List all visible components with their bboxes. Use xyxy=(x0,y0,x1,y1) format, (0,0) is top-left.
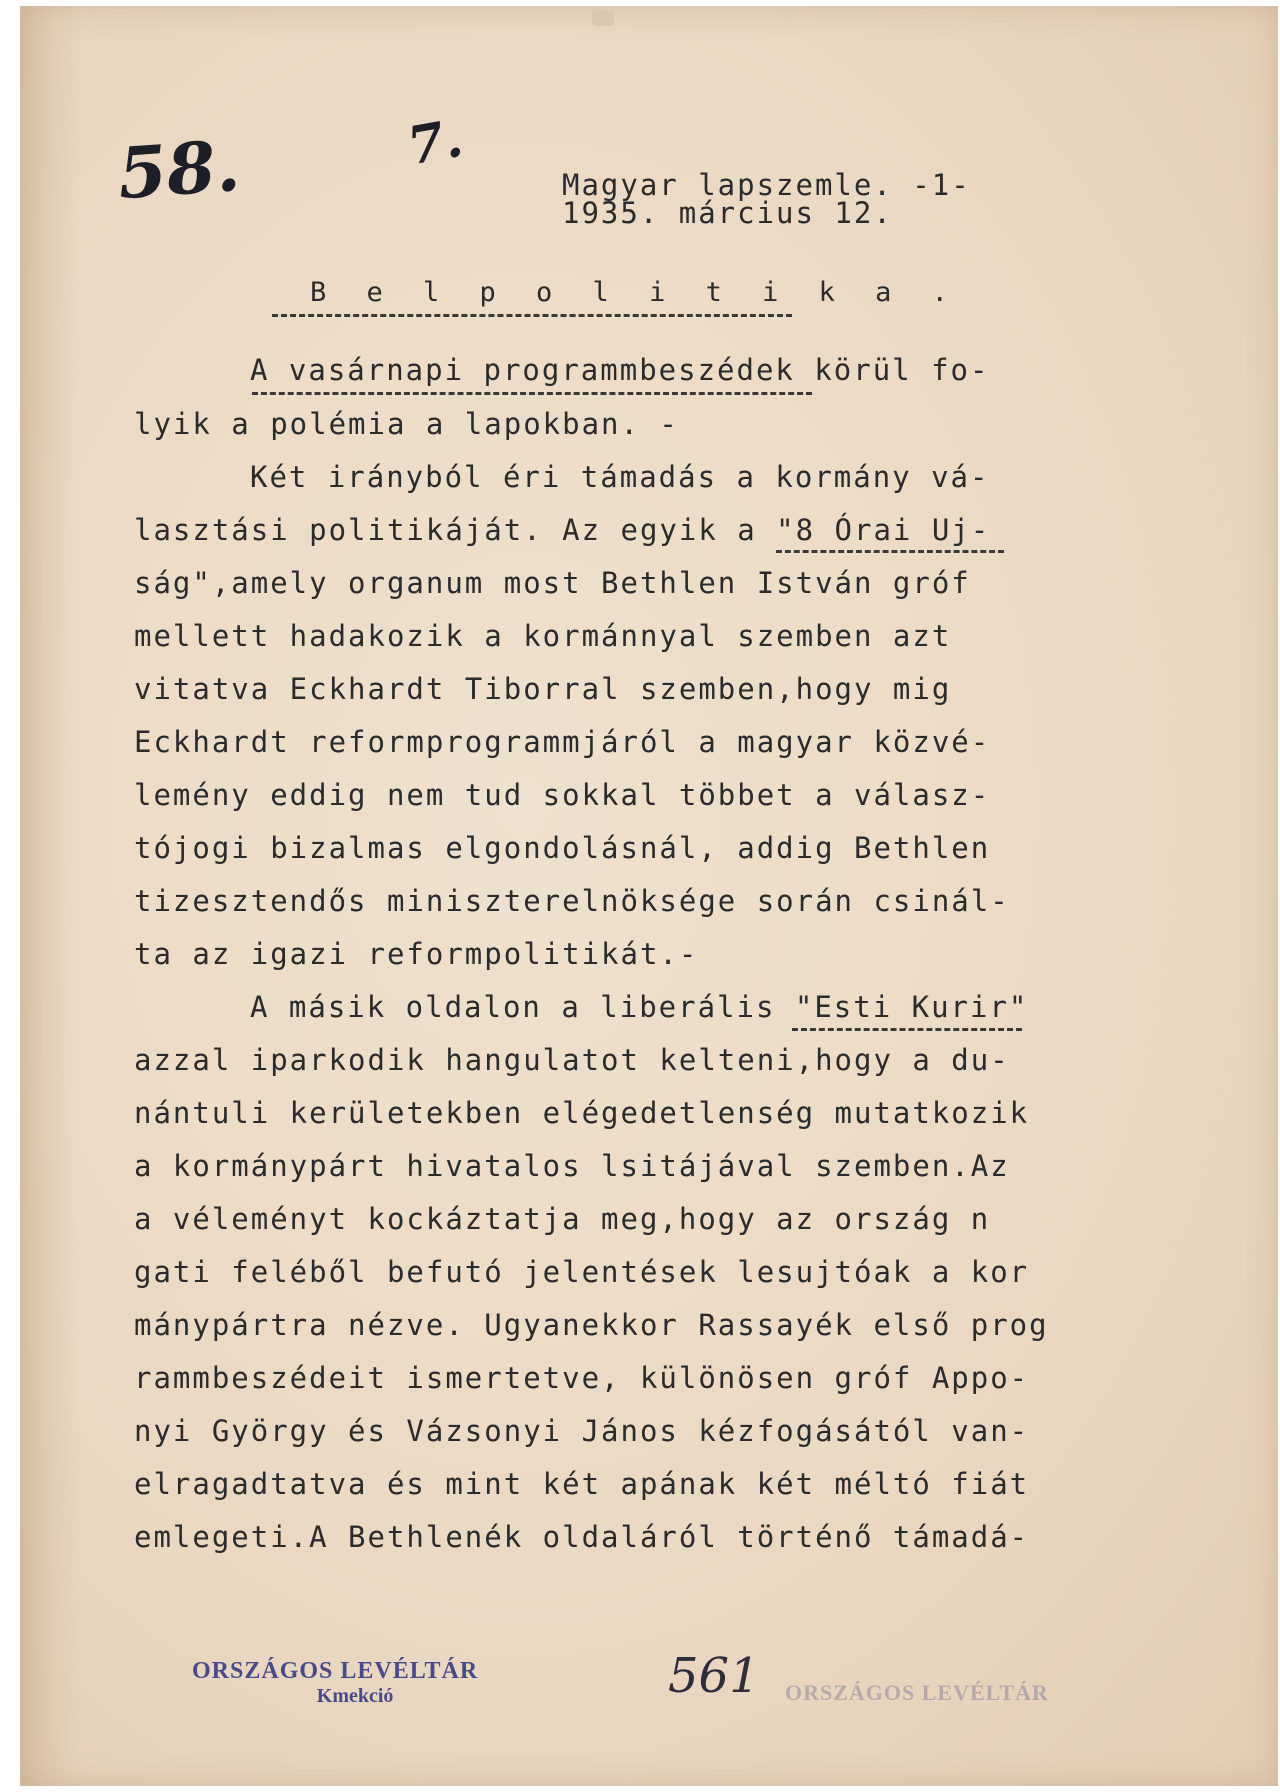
text-line: elragadtatva és mint két apának két méltó fiát xyxy=(134,1467,1030,1501)
text-underline xyxy=(792,1028,1022,1031)
text-line: Eckhardt reformprogrammjáról a magyar közvé- xyxy=(134,725,991,759)
text-line: ta az igazi reformpolitikát.- xyxy=(134,937,699,971)
text-line: Két irányból éri támadás a kormány vá- xyxy=(250,460,990,494)
text-line: mellett hadakozik a kormánnyal szemben azt xyxy=(134,619,952,653)
text-line: gati feléből befutó jelentések lesujtóak a kor xyxy=(134,1255,1030,1289)
handwritten-number: 561 xyxy=(668,1648,760,1704)
faded-archive-stamp: ORSZÁGOS LEVÉLTÁR xyxy=(785,1680,1049,1705)
text-line: lasztási politikáját. Az egyik a "8 Órai Uj- xyxy=(134,513,991,547)
page-edge-shade xyxy=(20,6,80,1786)
text-underline xyxy=(252,392,812,395)
text-line: emlegeti.A Bethlenék oldaláról történő támadá- xyxy=(134,1520,1030,1554)
stamp-line-1: ORSZÁGOS LEVÉLTÁR xyxy=(192,1658,479,1684)
paper-clip-mark xyxy=(592,10,614,26)
section-title: B e l p o l i t i k a . xyxy=(310,277,960,308)
text-line: nántuli kerületekben elégedetlenség mutatkozik xyxy=(134,1096,1030,1130)
text-underline xyxy=(776,550,1004,553)
stamp-line-2: Kmekció xyxy=(316,1685,394,1707)
text-line: a kormánypárt hivatalos lsitájával szemben.Az xyxy=(134,1149,1010,1183)
text-line: tizesztendős miniszterelnöksége során csinál- xyxy=(134,884,1010,918)
text-line: rammbeszédeit ismertetve, különösen gróf Appo- xyxy=(134,1361,1030,1395)
text-line: nyi György és Vázsonyi János kézfogásától van- xyxy=(134,1414,1030,1448)
text-line: mánypártra nézve. Ugyanekkor Rassayék első prog xyxy=(134,1308,1049,1342)
text-line: lemény eddig nem tud sokkal többet a válasz- xyxy=(134,778,991,812)
text-line: tójogi bizalmas elgondolásnál, addig Bethlen xyxy=(134,831,991,865)
header-line-2: 1935. március 12. xyxy=(562,196,893,230)
header-line-1: Magyar lapszemle. -1- xyxy=(562,168,971,202)
text-line: vitatva Eckhardt Tiborral szemben,hogy mig xyxy=(134,672,952,706)
handwritten-page-number: 58. xyxy=(115,123,243,216)
text-line: azzal iparkodik hangulatot kelteni,hogy a du- xyxy=(134,1043,1010,1077)
title-underline xyxy=(272,314,792,317)
text-line: a véleményt kockáztatja meg,hogy az ország n xyxy=(134,1202,991,1236)
handwritten-mark: 7. xyxy=(403,107,468,178)
text-line: A vasárnapi programmbeszédek körül fo- xyxy=(250,353,990,387)
text-line: ság",amely organum most Bethlen István gróf xyxy=(134,566,971,600)
archive-stamp xyxy=(192,1658,478,1708)
text-line: lyik a polémia a lapokban. - xyxy=(134,407,679,441)
text-line: A másik oldalon a liberális "Esti Kurir" xyxy=(250,990,1029,1024)
